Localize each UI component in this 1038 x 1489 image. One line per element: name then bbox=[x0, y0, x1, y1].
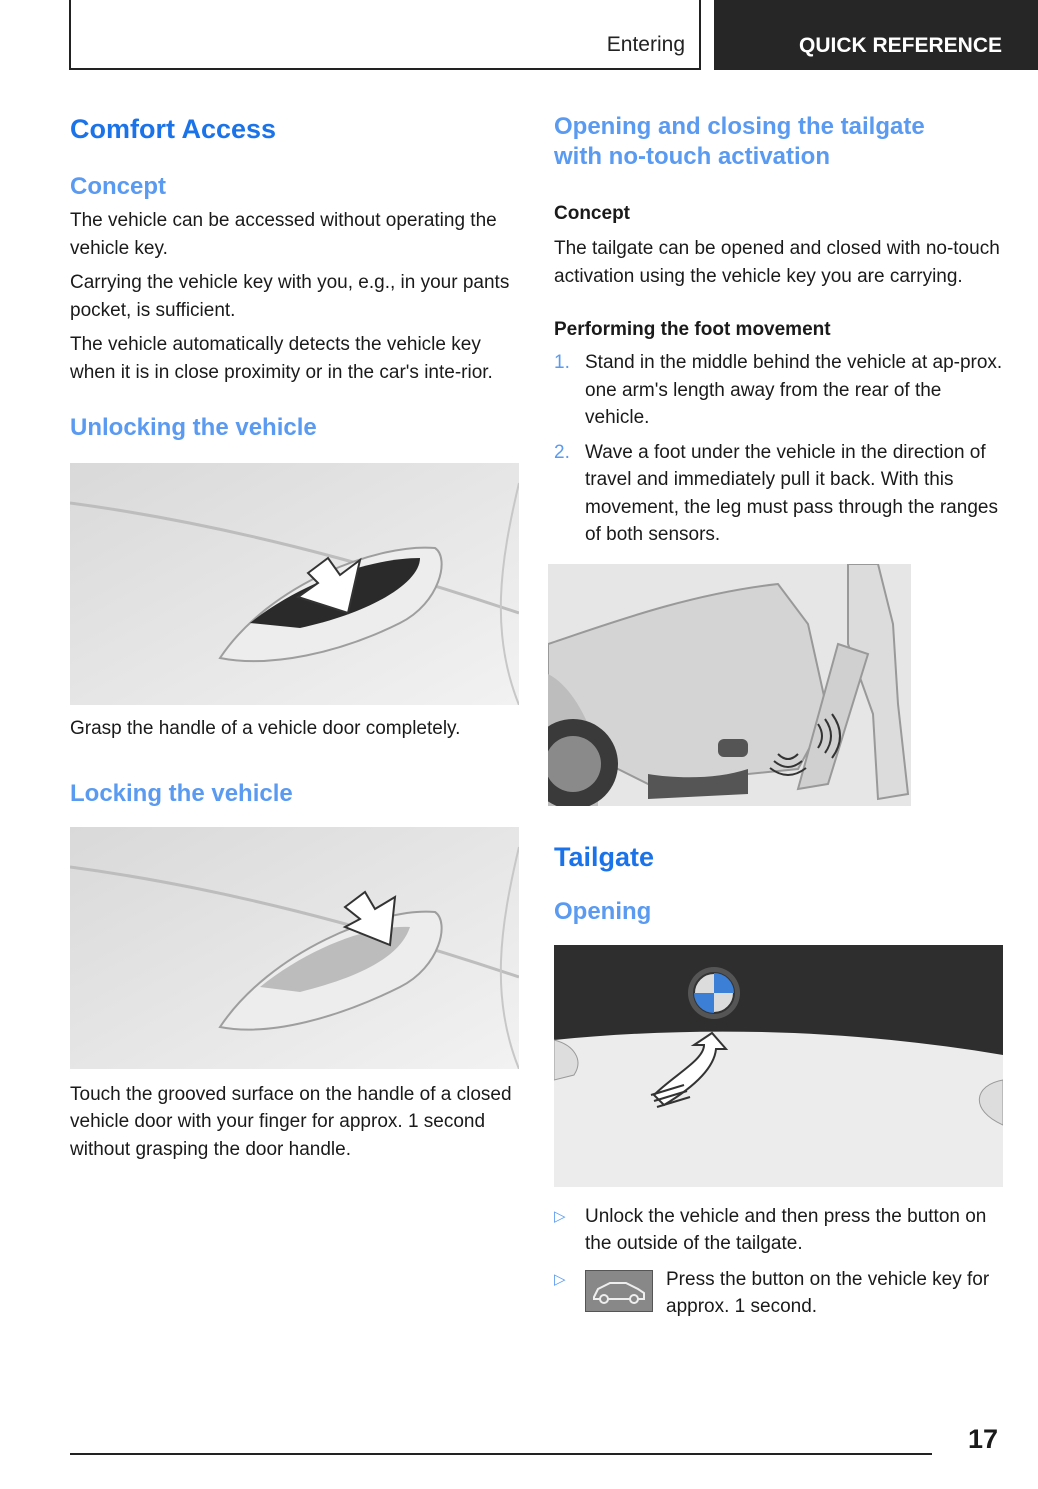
step-text: Wave a foot under the vehicle in the direction of travel and immediately pull it back. With this movement, the leg must pass through the ranges of both sensors. bbox=[585, 441, 998, 545]
step-item bbox=[554, 349, 1004, 432]
no-touch-concept-heading: Concept bbox=[554, 203, 630, 224]
opening-heading: Opening bbox=[554, 897, 652, 925]
comfort-access-title: Comfort Access bbox=[70, 114, 277, 144]
foot-movement-illustration bbox=[548, 564, 911, 806]
tailgate-key-button-icon bbox=[585, 1270, 653, 1312]
tailgate-button-illustration bbox=[554, 945, 1003, 1187]
locking-caption: Touch the grooved surface on the handle of a closed vehicle door with your finger for approx. 1 second without grasping the door handle. bbox=[70, 1083, 512, 1160]
unlocking-caption: Grasp the handle of a vehicle door completely. bbox=[70, 718, 461, 739]
concept-paragraph-3: The vehicle automatically detects the vehicle key when it is in close proximity or in the car's inte-rior. bbox=[70, 334, 493, 383]
locking-illustration bbox=[70, 827, 519, 1069]
header-box bbox=[69, 0, 701, 70]
left-column bbox=[70, 112, 520, 1163]
bullet-triangle-icon: ▷ bbox=[554, 1270, 566, 1288]
bullet-text: Press the button on the vehicle key for approx. 1 second. bbox=[666, 1268, 990, 1317]
quick-reference-tab[interactable]: QUICK REFERENCE bbox=[714, 0, 1038, 70]
step-number: 1. bbox=[554, 352, 570, 373]
concept-paragraph-1: The vehicle can be accessed without operating the vehicle key. bbox=[70, 210, 497, 259]
bullet-triangle-icon: ▷ bbox=[554, 1207, 566, 1225]
tailgate-title: Tailgate bbox=[554, 841, 655, 872]
foot-movement-steps bbox=[554, 349, 1004, 549]
footer-rule bbox=[70, 1453, 932, 1455]
unlocking-heading: Unlocking the vehicle bbox=[70, 414, 317, 441]
concept-heading: Concept bbox=[70, 173, 166, 200]
section-title: Entering bbox=[606, 33, 685, 56]
step-text: Stand in the middle behind the vehicle at ap-prox. one arm's length away from the rear of the vehicle. bbox=[585, 352, 1003, 428]
bullet-item bbox=[554, 1266, 1004, 1321]
no-touch-title: Opening and closing the tailgate with no-touch activation bbox=[554, 113, 925, 170]
no-touch-concept-text: The tailgate can be opened and closed with no-touch activation using the vehicle key you are carrying. bbox=[554, 238, 1000, 287]
unlocking-illustration bbox=[70, 463, 519, 705]
foot-movement-heading: Performing the foot movement bbox=[554, 319, 831, 340]
step-item bbox=[554, 439, 1004, 549]
right-column bbox=[554, 112, 1004, 1321]
concept-paragraph-2: Carrying the vehicle key with you, e.g., in your pants pocket, is sufficient. bbox=[70, 272, 510, 321]
bullet-text: Unlock the vehicle and then press the button on the outside of the tailgate. bbox=[585, 1205, 987, 1254]
step-number: 2. bbox=[554, 441, 570, 463]
bullet-item bbox=[554, 1203, 1004, 1258]
page-number: 17 bbox=[968, 1424, 999, 1454]
locking-heading: Locking the vehicle bbox=[70, 779, 293, 807]
